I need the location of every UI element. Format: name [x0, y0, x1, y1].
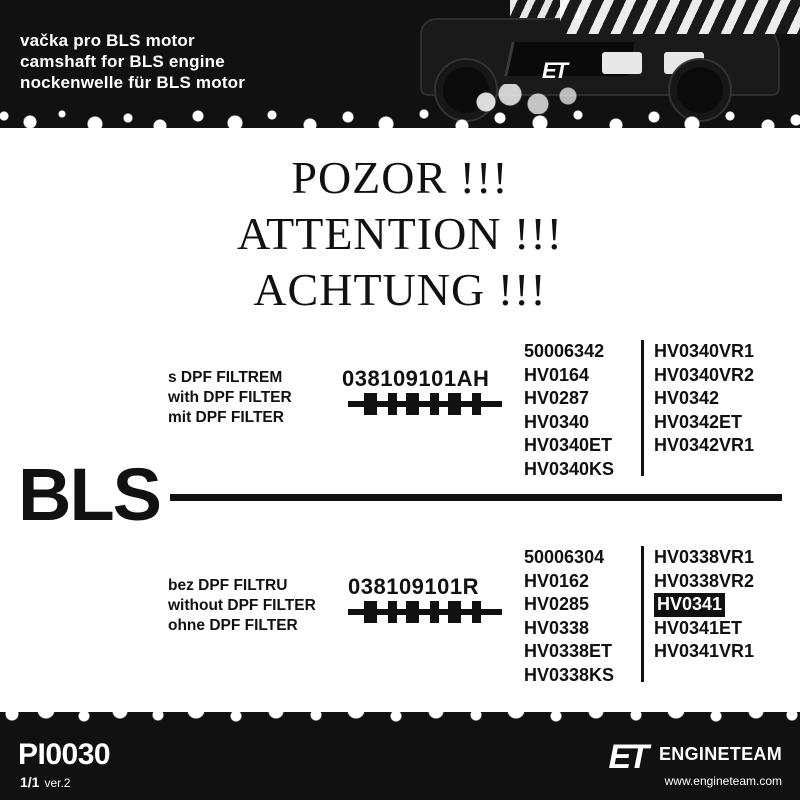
code-item: HV0341VR1 [654, 641, 755, 661]
footer-grunge-edge [0, 712, 800, 730]
code-item: 50006342 [524, 341, 605, 361]
row-2-label-de: ohne DPF FILTER [168, 617, 298, 634]
camshaft-icon [348, 392, 502, 416]
camshaft-lobe [388, 601, 397, 623]
row-2-part-number: 038109101R [348, 574, 480, 599]
document-header [0, 0, 800, 128]
code-item: HV0342VR1 [654, 435, 755, 455]
code-item: HV0340VR1 [654, 341, 755, 361]
row-2-labels [168, 576, 316, 636]
code-item: HV0338KS [524, 664, 615, 685]
row-1-part-number: 038109101AH [342, 366, 490, 391]
document-version: ver.2 [44, 776, 71, 790]
code-item: HV0342 [654, 388, 720, 408]
camshaft-lobe [388, 393, 397, 415]
document-footer [0, 712, 800, 800]
camshaft-lobe [472, 393, 481, 415]
taillight-left [602, 52, 642, 74]
code-item-highlighted [654, 593, 754, 617]
code-item: HV0287 [524, 388, 590, 408]
code-item: HV0338ET [524, 641, 613, 661]
camshaft-lobe [406, 393, 419, 415]
header-grunge-edge [0, 106, 800, 128]
highlighted-code: HV0341 [654, 593, 725, 617]
header-title-de: nockenwelle für BLS motor [20, 73, 246, 92]
camshaft-lobe [448, 393, 461, 415]
row-1-label-de: mit DPF FILTER [168, 409, 284, 426]
camshaft-lobe [472, 601, 481, 623]
code-item: HV0162 [524, 570, 590, 591]
code-item: HV0338VR1 [654, 547, 755, 567]
page-number [20, 774, 70, 790]
code-item: HV0164 [524, 364, 590, 385]
document-code: PI0030 [18, 738, 111, 771]
code-item: HV0340VR2 [654, 364, 755, 385]
row-2-column-separator [641, 546, 644, 682]
row-1-codes-left [524, 340, 614, 481]
row-1-labels [168, 368, 292, 428]
engine-label: BLS [18, 453, 160, 536]
code-item: HV0340ET [524, 435, 613, 455]
attention-line-cs: POZOR !!! [291, 152, 509, 203]
brand-name: ENGINETEAM [658, 744, 782, 764]
roof-stripes [560, 0, 800, 34]
header-title-cs: vačka pro BLS motor [20, 31, 195, 50]
code-item: HV0342ET [654, 411, 743, 432]
brand-logo-icon: ET [608, 738, 646, 776]
car-illustration [380, 0, 800, 118]
camshaft-lobe [406, 601, 419, 623]
header-titles [20, 30, 245, 93]
row-1-label-cs: s DPF FILTREM [168, 369, 283, 386]
row-2-label-cs: bez DPF FILTRU [168, 577, 288, 594]
row-1-column-separator [641, 340, 644, 476]
camshaft-lobe [430, 393, 439, 415]
camshaft-icon [348, 600, 502, 624]
page-number-value: 1/1 [20, 774, 40, 790]
row-2-label-en: without DPF FILTER [168, 597, 316, 614]
code-item: 50006304 [524, 547, 605, 567]
code-item: HV0285 [524, 594, 590, 614]
camshaft-lobe [364, 601, 377, 623]
attention-block [0, 150, 800, 318]
code-item: HV0340KS [524, 458, 615, 479]
camshaft-lobe [448, 601, 461, 623]
brand-url[interactable]: www.engineteam.com [664, 774, 782, 788]
attention-line-de: ACHTUNG !!! [253, 264, 547, 315]
header-title-en: camshaft for BLS engine [20, 52, 225, 71]
code-item: HV0338 [524, 617, 590, 638]
code-item: HV0341ET [654, 617, 743, 638]
code-item: HV0340 [524, 411, 590, 432]
row-1-codes-right [654, 340, 754, 458]
row-2-codes-right [654, 546, 754, 664]
car-logo-text: ET [542, 58, 567, 83]
row-2-codes-left [524, 546, 614, 687]
attention-line-en: ATTENTION !!! [237, 208, 563, 259]
camshaft-lobe [430, 601, 439, 623]
section-divider [170, 494, 782, 501]
row-1-label-en: with DPF FILTER [168, 389, 292, 406]
code-item: HV0338VR2 [654, 570, 755, 591]
camshaft-lobe [364, 393, 377, 415]
